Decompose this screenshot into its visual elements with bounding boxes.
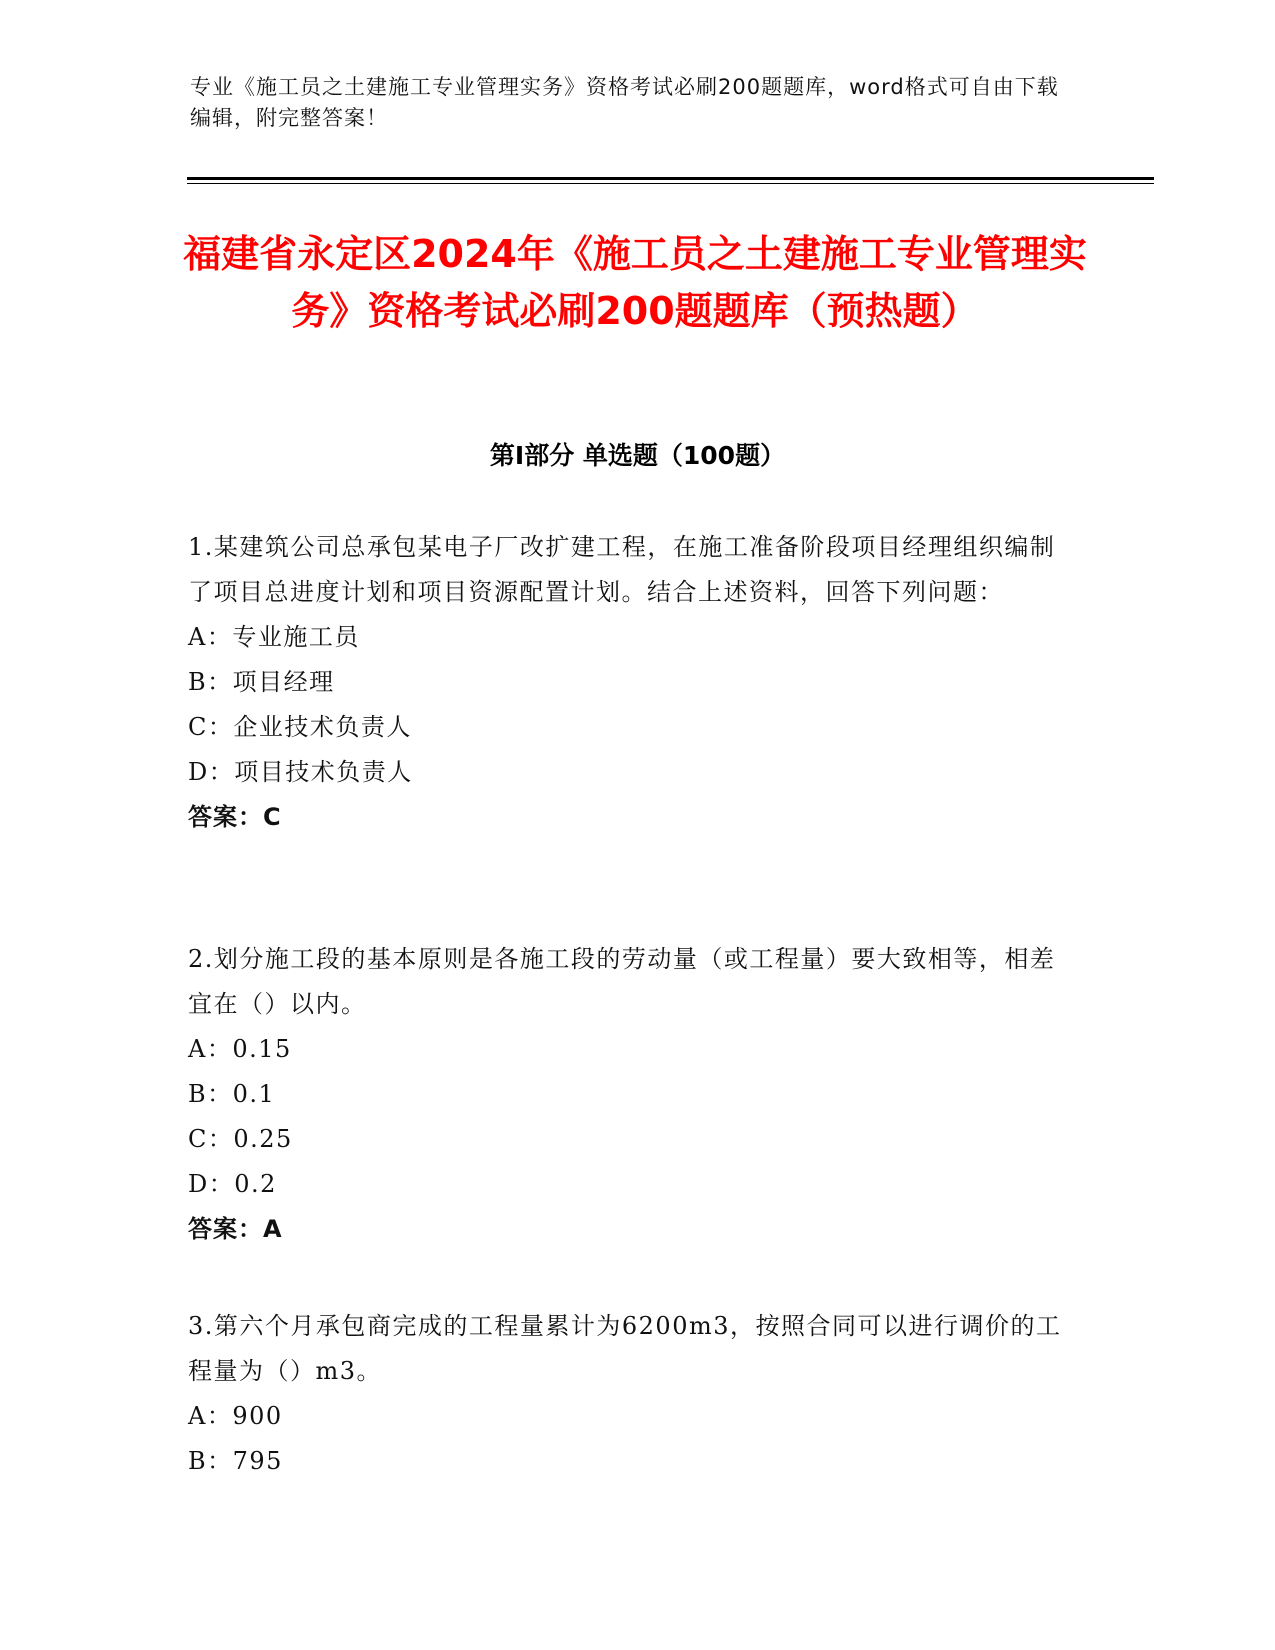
question-stem: 3.第六个月承包商完成的工程量累计为6200m3，按照合同可以进行调价的工程量为（）m3。 <box>188 1312 1062 1385</box>
option-c: C：0.25 <box>188 1125 293 1153</box>
option-a: A：900 <box>188 1402 283 1430</box>
option-d: D：项目技术负责人 <box>188 758 413 786</box>
option-b: B：795 <box>188 1447 283 1475</box>
header-rule-thin <box>187 183 1154 184</box>
answer: 答案：C <box>188 803 282 831</box>
option-c: C：企业技术负责人 <box>188 713 412 741</box>
question-2 <box>188 937 1073 1252</box>
question-stem: 1.某建筑公司总承包某电子厂改扩建工程，在施工准备阶段项目经理组织编制了项目总进度计划和项目资源配置计划。结合上述资料，回答下列问题： <box>188 533 1056 606</box>
answer: 答案：A <box>188 1215 283 1243</box>
option-b: B：0.1 <box>188 1080 276 1108</box>
section-heading: 第Ⅰ部分 单选题（100题） <box>489 441 786 470</box>
question-1 <box>188 525 1073 840</box>
question-stem: 2.划分施工段的基本原则是各施工段的劳动量（或工程量）要大致相等，相差宜在（）以内。 <box>188 945 1056 1018</box>
header-note: 专业《施工员之土建施工专业管理实务》资格考试必刷200题题库，word格式可自由下载编辑，附完整答案！ <box>190 75 1059 130</box>
header-rule-thick <box>187 177 1154 180</box>
document-title: 福建省永定区2024年《施工员之土建施工专业管理实务》资格考试必刷200题题库（预热题） <box>183 232 1087 333</box>
option-a: A：专业施工员 <box>188 623 360 651</box>
option-d: D：0.2 <box>188 1170 277 1198</box>
question-3 <box>188 1304 1073 1484</box>
option-b: B：项目经理 <box>188 668 335 696</box>
option-a: A：0.15 <box>188 1035 292 1063</box>
